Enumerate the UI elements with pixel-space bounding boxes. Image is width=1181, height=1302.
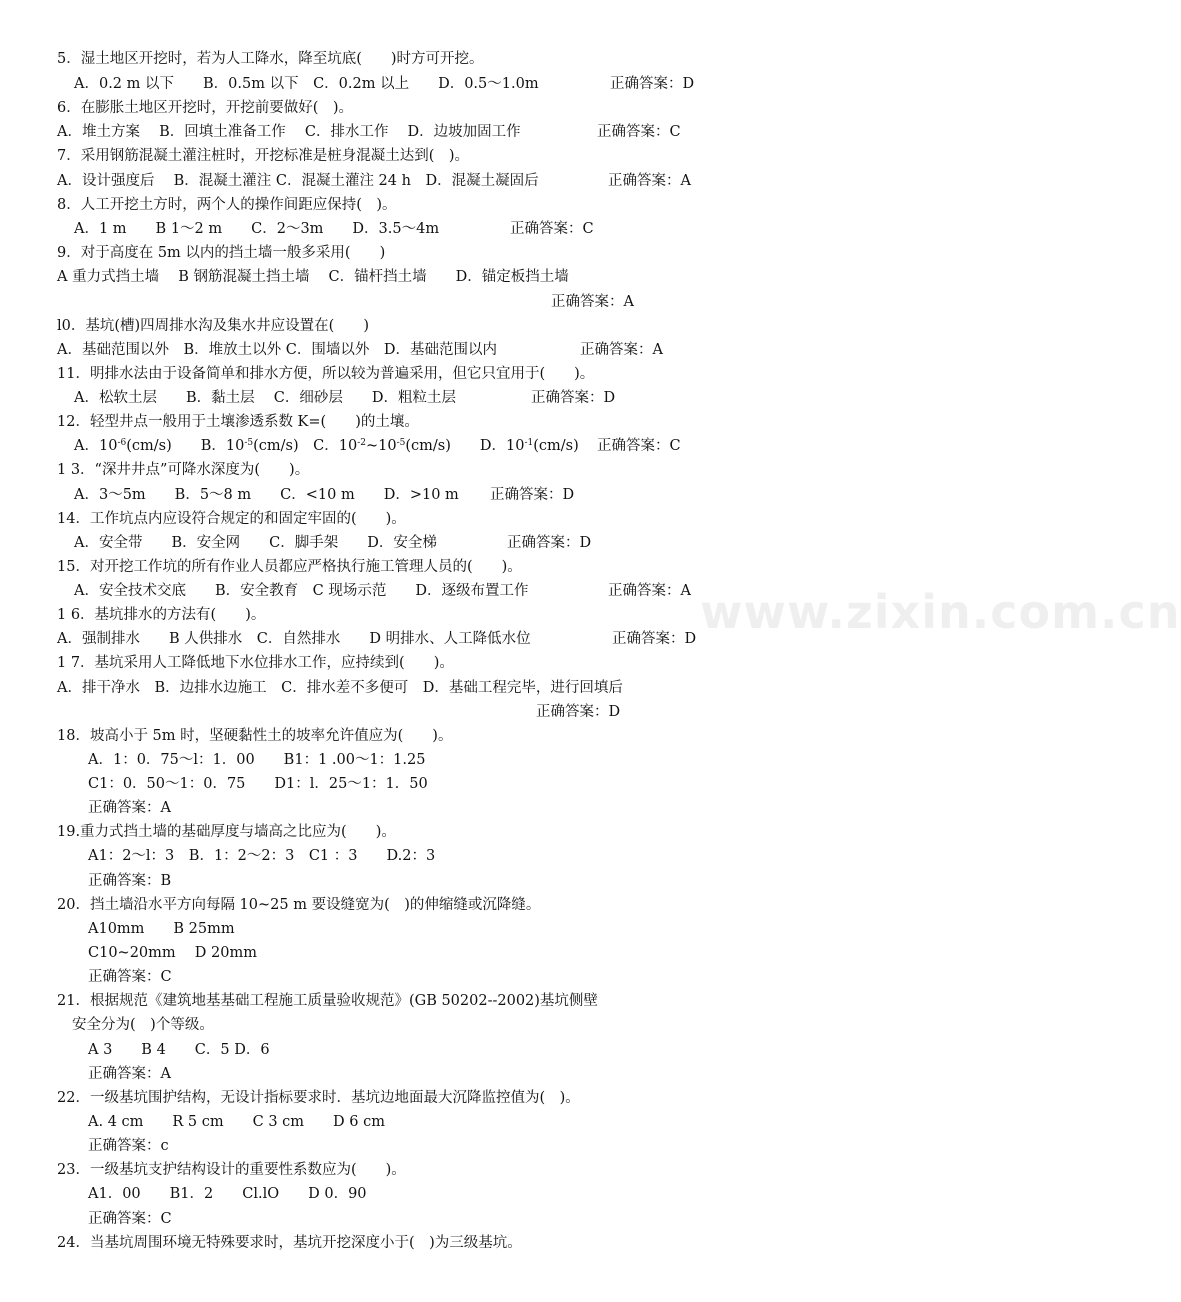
question-11-options: A．松软土层 B．黏土层 C．细砂层 D．粗粒土层 xyxy=(74,390,456,406)
question-14-answer: 正确答案：D xyxy=(507,535,592,551)
question-10-answer: 正确答案：A xyxy=(580,342,663,358)
question-13-stem: 1 3．“深井井点”可降水深度为( )。 xyxy=(57,462,310,478)
question-6-stem: 6．在膨胀土地区开挖时，开挖前要做好( )。 xyxy=(57,100,354,116)
question-9-answer: 正确答案：A xyxy=(551,294,634,310)
question-24-stem: 24．当基坑周围环境无特殊要求时，基坑开挖深度小于( )为三级基坑。 xyxy=(57,1235,522,1251)
question-17-answer: 正确答案：D xyxy=(536,704,621,720)
question-20-answer: 正确答案：C xyxy=(88,969,172,985)
question-18-options-2: C1：0．50～1：0．75 D1：l．25～1：1．50 xyxy=(88,776,428,792)
question-6-answer: 正确答案：C xyxy=(597,124,681,140)
question-9-options: A 重力式挡土墙 B 钢筋混凝土挡土墙 C．锚杆挡土墙 D．锚定板挡土墙 xyxy=(57,269,569,285)
question-5-stem: 5．湿土地区开挖时，若为人工降水，降至坑底( )时方可开挖。 xyxy=(57,51,484,67)
question-16-answer: 正确答案：D xyxy=(612,631,697,647)
question-21-options: A 3 B 4 C．5 D．6 xyxy=(88,1042,270,1058)
question-5-answer: 正确答案：D xyxy=(610,76,695,92)
question-13-options: A．3～5m B．5～8 m C．<10 m D．>10 m xyxy=(74,487,459,503)
question-8-options: A．1 m B 1～2 m C．2～3m D．3.5～4m xyxy=(74,221,440,237)
question-17-stem: 1 7．基坑采用人工降低地下水位排水工作，应持续到( )。 xyxy=(57,655,454,671)
watermark: www.zixin.com.cn xyxy=(700,585,1181,639)
question-13-answer: 正确答案：D xyxy=(490,487,575,503)
question-8-stem: 8．人工开挖土方时，两个人的操作间距应保持( )。 xyxy=(57,197,397,213)
question-7-stem: 7．采用钢筋混凝土灌注桩时，开挖标准是桩身混凝土达到( )。 xyxy=(57,148,470,164)
question-20-options-1: A10mm B 25mm xyxy=(88,921,235,937)
question-19-stem: 19.重力式挡土墙的基础厚度与墙高之比应为( )。 xyxy=(57,824,396,840)
question-20-options-2: C10~20mm D 20mm xyxy=(88,945,257,961)
question-17-options: A．排干净水 B．边排水边施工 C．排水差不多便可 D．基础工程完毕，进行回填后 xyxy=(57,680,623,696)
question-22-answer: 正确答案：c xyxy=(88,1138,169,1154)
question-18-answer: 正确答案：A xyxy=(88,800,171,816)
question-16-stem: 1 6．基坑排水的方法有( )。 xyxy=(57,607,266,623)
question-10-options: A．基础范围以外 B．堆放土以外 C．围墙以外 D．基础范围以内 xyxy=(57,342,497,358)
question-22-options: A. 4 cm R 5 cm C 3 cm D 6 cm xyxy=(88,1114,385,1130)
question-7-answer: 正确答案：A xyxy=(608,173,691,189)
question-7-options: A．设计强度后 B．混凝土灌注 C．混凝土灌注 24 h D．混凝土凝固后 xyxy=(57,173,539,189)
question-20-stem: 20．挡土墙沿水平方向每隔 10~25 m 要设缝宽为( )的伸缩缝或沉降缝。 xyxy=(57,897,541,913)
question-12-answer: 正确答案：C xyxy=(597,438,681,454)
question-21-answer: 正确答案：A xyxy=(88,1066,171,1082)
question-5-options: A．0.2 m 以下 B．0.5m 以下 C．0.2m 以上 D．0.5～1.0m xyxy=(74,76,539,92)
question-8-answer: 正确答案：C xyxy=(510,221,594,237)
question-22-stem: 22．一级基坑围护结构，无设计指标要求时．基坑边地面最大沉降监控值为( )。 xyxy=(57,1090,580,1106)
question-12-options: A．$10^{-6}(cm/s)$ B．$10^{-5}(cm/s)$ C．$10^{-2}\sim 10^{-5}(cm/s)$ D．$10^{-1}(cm/s)$ xyxy=(74,438,579,454)
question-11-stem: 11．明排水法由于设备简单和排水方便，所以较为普遍采用，但它只宜用于( )。 xyxy=(57,366,595,382)
question-23-options: A1．00 B1．2 Cl.lO D 0．90 xyxy=(88,1186,367,1202)
question-23-answer: 正确答案：C xyxy=(88,1211,172,1227)
question-18-options-1: A．1：0．75～l：1．00 B1：1 .00～1：1.25 xyxy=(88,752,426,768)
question-19-answer: 正确答案：B xyxy=(88,873,172,889)
question-21-stem-continued: 安全分为( )个等级。 xyxy=(72,1017,214,1033)
question-14-options: A．安全带 B．安全网 C．脚手架 D．安全梯 xyxy=(74,535,437,551)
question-9-stem: 9．对于高度在 5m 以内的挡土墙一般多采用( ) xyxy=(57,245,386,261)
question-23-stem: 23．一级基坑支护结构设计的重要性系数应为( )。 xyxy=(57,1162,406,1178)
question-15-options: A．安全技术交底 B．安全教育 C 现场示范 D．逐级布置工作 xyxy=(74,583,529,599)
question-14-stem: 14．工作坑点内应设符合规定的和固定牢固的( )。 xyxy=(57,511,406,527)
question-10-stem: l0．基坑(槽)四周排水沟及集水井应设置在( ) xyxy=(57,318,369,334)
question-18-stem: 18．坡高小于 5m 时，坚硬黏性土的坡率允许值应为( )。 xyxy=(57,728,453,744)
question-16-options: A．强制排水 B 人供排水 C．自然排水 D 明排水、人工降低水位 xyxy=(57,631,531,647)
question-6-options: A．堆土方案 B．回填土准备工作 C．排水工作 D．边坡加固工作 xyxy=(57,124,521,140)
question-11-answer: 正确答案：D xyxy=(531,390,616,406)
question-19-options: A1：2～l：3 B．1：2～2：3 C1 ：3 D.2：3 xyxy=(88,848,436,864)
question-15-stem: 15．对开挖工作坑的所有作业人员都应严格执行施工管理人员的( )。 xyxy=(57,559,522,575)
question-21-stem: 21．根据规范《建筑地基基础工程施工质量验收规范》(GB 50202--2002)基坑侧壁 xyxy=(57,993,598,1009)
question-12-stem: 12．轻型井点一般用于土壤渗透系数 K=( )的土壤。 xyxy=(57,414,419,430)
question-15-answer: 正确答案：A xyxy=(608,583,691,599)
